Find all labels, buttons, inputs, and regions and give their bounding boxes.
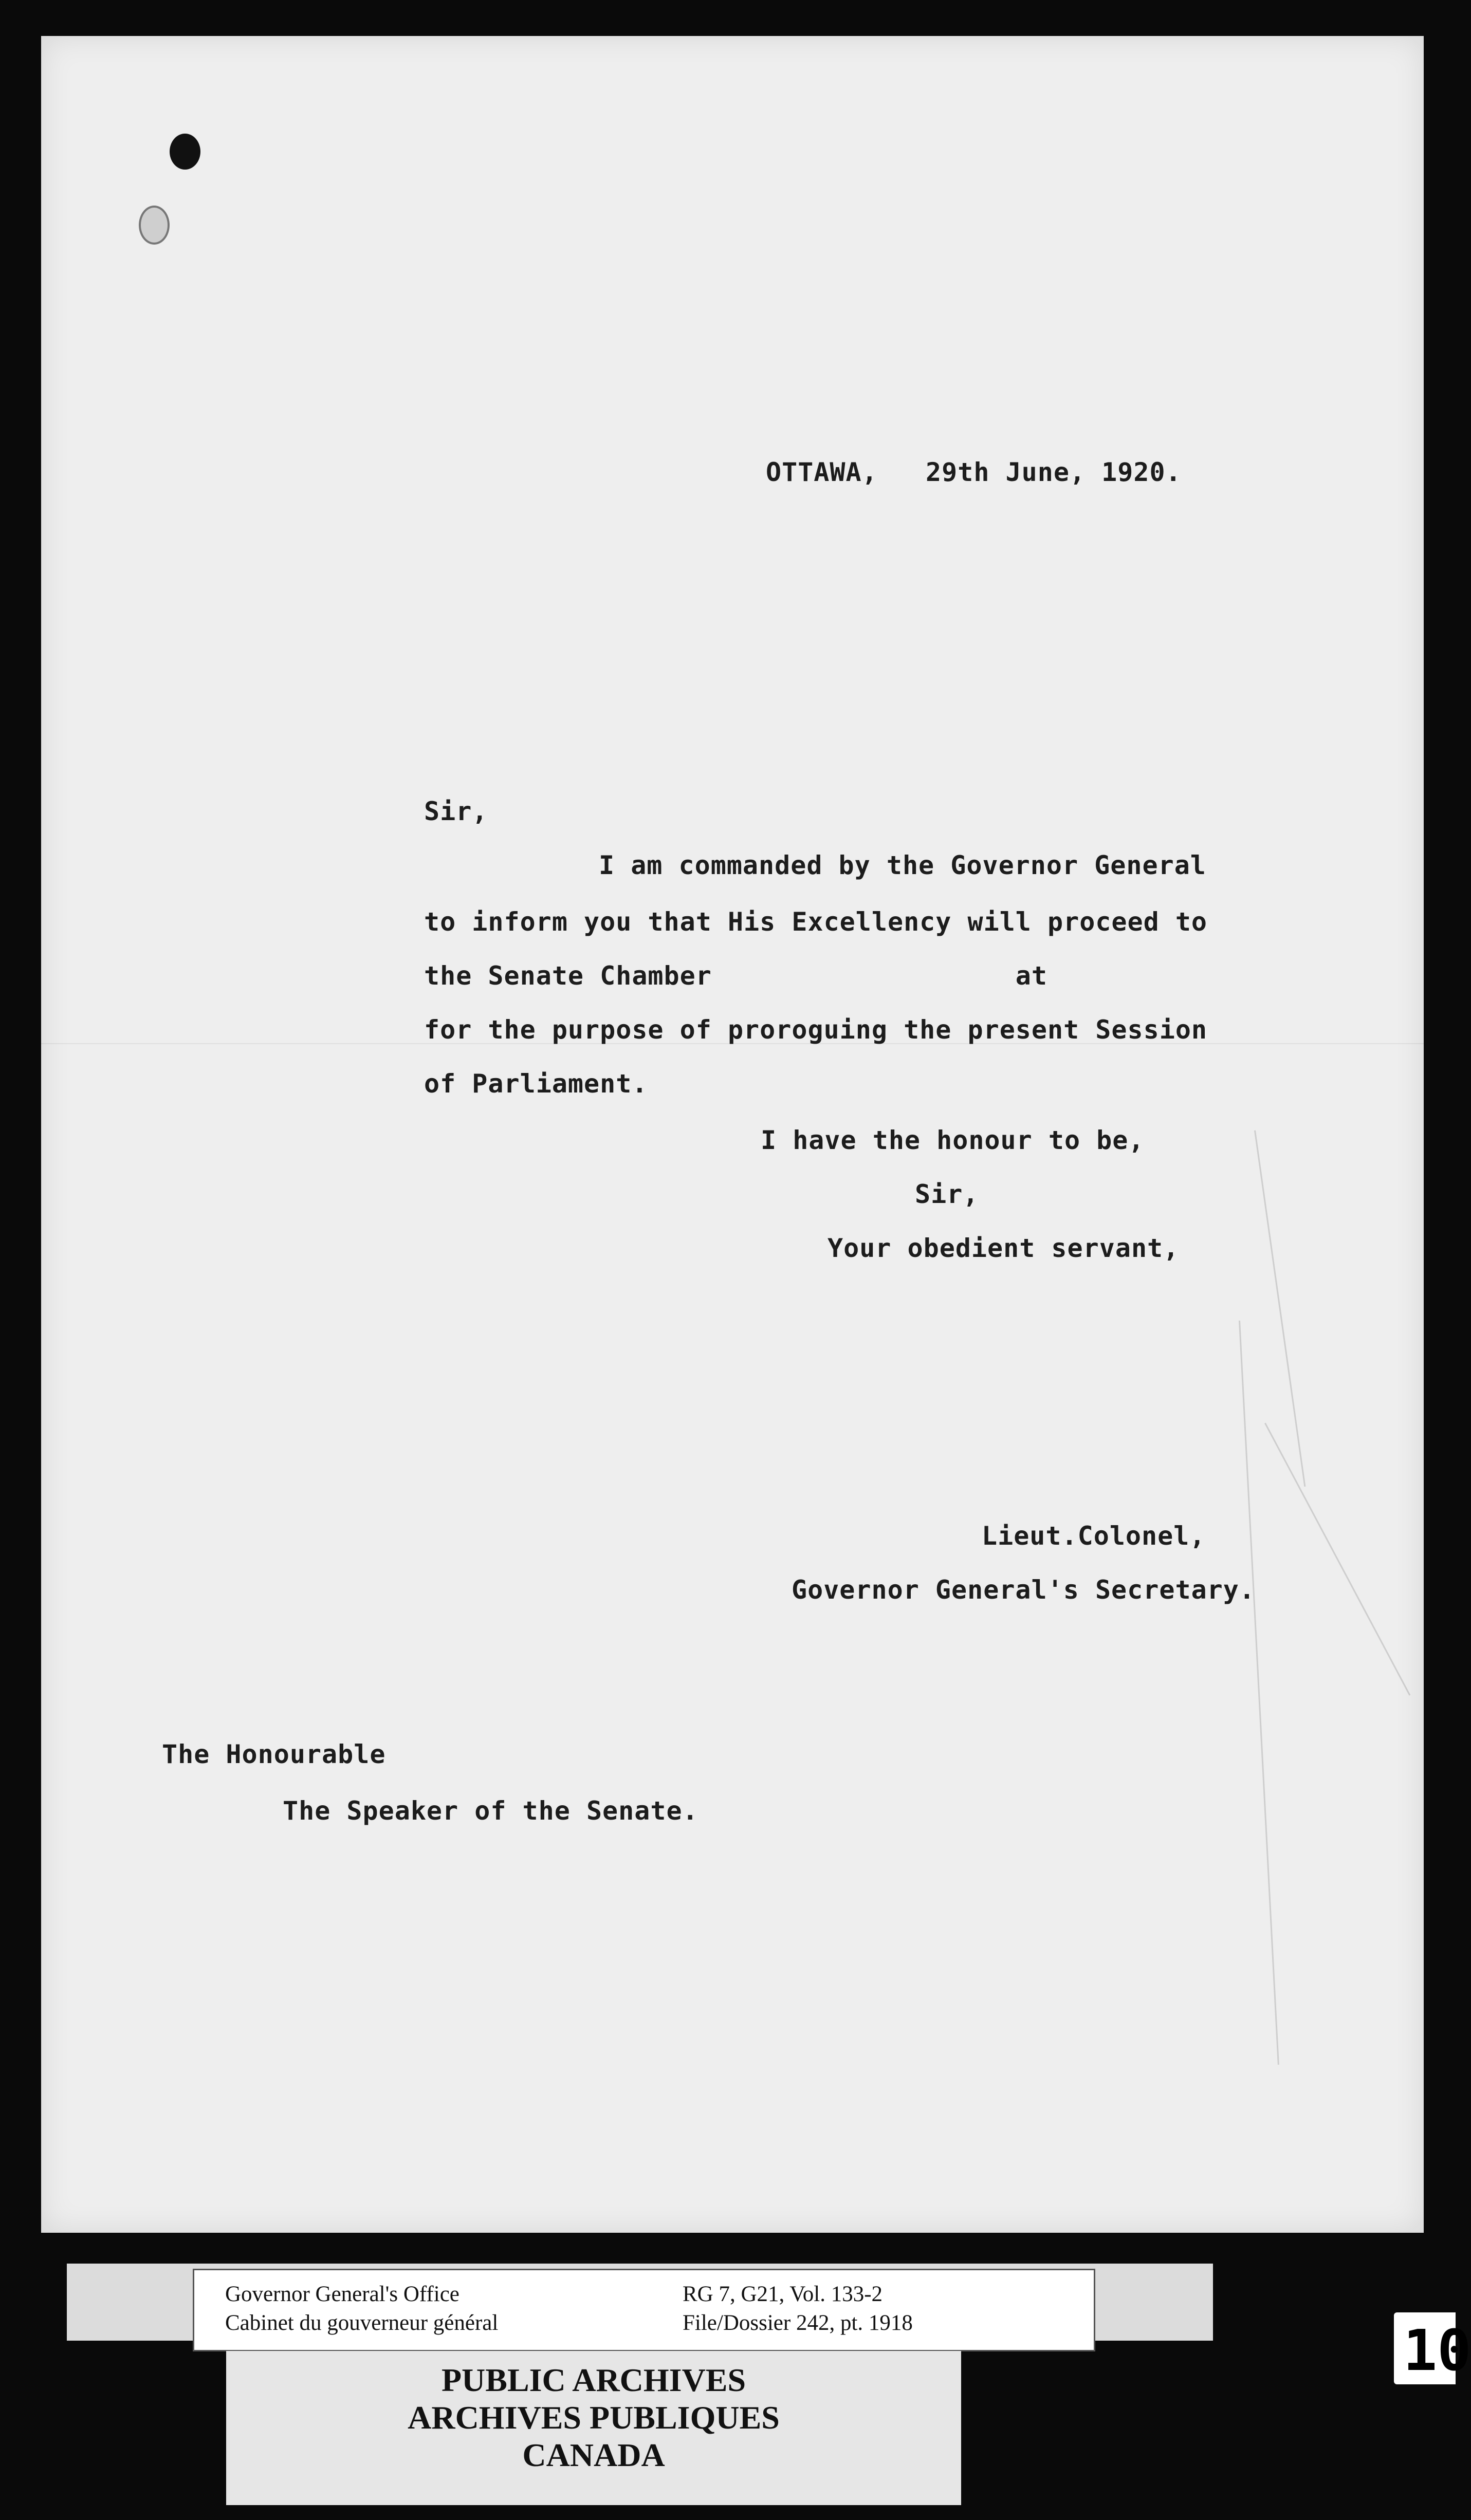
- addressee-line-1: The Honourable: [162, 1739, 386, 1769]
- archives-stamp-line-1: PUBLIC ARCHIVES: [441, 2362, 746, 2398]
- signature-title: Governor General's Secretary.: [792, 1575, 1255, 1605]
- archive-reference-label: [193, 2269, 1095, 2351]
- salutation: Sir,: [424, 796, 488, 826]
- addressee-line-2: The Speaker of the Senate.: [283, 1796, 698, 1826]
- body-line-5: of Parliament.: [424, 1069, 648, 1099]
- paper-crease: [1254, 1131, 1305, 1487]
- body-line-4: for the purpose of proroguing the present Session: [424, 1015, 1208, 1045]
- closing-line-3: Your obedient servant,: [828, 1233, 1180, 1263]
- paper-crease: [1239, 1321, 1279, 2065]
- body-line-1: I am commanded by the Governor General: [599, 850, 1206, 880]
- ink-blot: [170, 134, 200, 170]
- body-line-2: to inform you that His Excellency will proceed to: [424, 907, 1208, 937]
- place-date-line: OTTAWA, 29th June, 1920.: [766, 457, 1182, 487]
- punch-hole: [139, 206, 170, 245]
- closing-line-1: I have the honour to be,: [761, 1125, 1145, 1155]
- closing-line-2: Sir,: [915, 1179, 979, 1209]
- signature-rank: Lieut.Colonel,: [982, 1521, 1206, 1551]
- record-group-reference: RG 7, G21, Vol. 133-2: [683, 2282, 883, 2306]
- body-line-3: the Senate Chamber at: [424, 961, 1047, 991]
- document-page: [41, 36, 1424, 2233]
- office-english: Governor General's Office: [225, 2282, 459, 2306]
- office-french: Cabinet du gouverneur général: [225, 2311, 499, 2335]
- archives-stamp-line-2: ARCHIVES PUBLIQUES: [408, 2399, 780, 2436]
- archives-stamp-line-3: CANADA: [522, 2437, 665, 2473]
- frame-number: [1394, 2312, 1471, 2384]
- paper-crease: [1264, 1423, 1410, 1696]
- frame-number-text: 10: [1403, 2318, 1471, 2383]
- file-reference: File/Dossier 242, pt. 1918: [683, 2311, 913, 2335]
